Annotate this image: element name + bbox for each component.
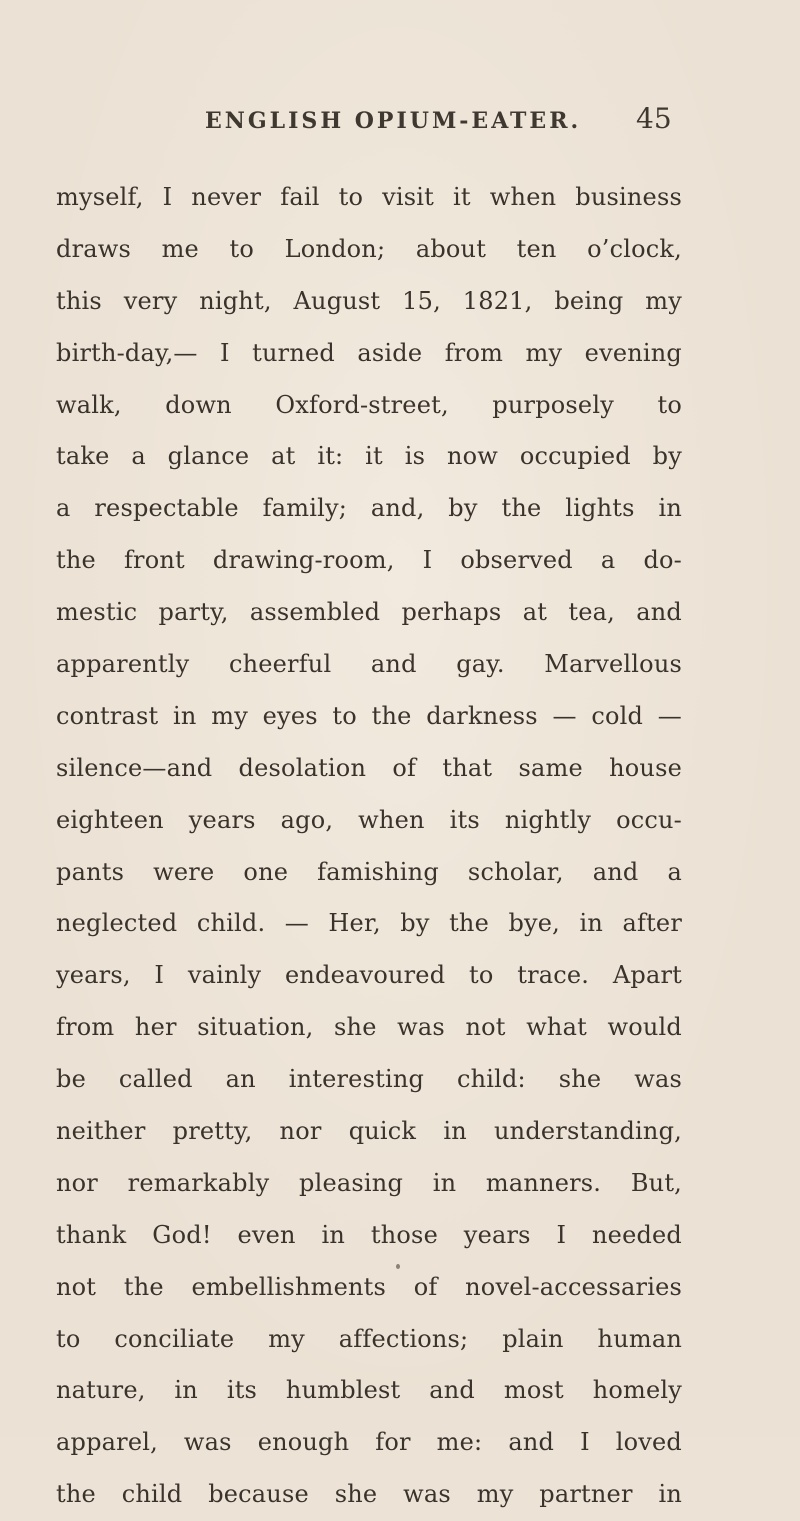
text-line: years, I vainly endeavoured to trace. Apart (56, 961, 682, 990)
text-line: to conciliate my affections; plain human (56, 1324, 682, 1353)
text-line: eighteen years ago, when its nightly occu- (56, 805, 682, 834)
text-line: silence—and desolation of that same house (56, 753, 682, 782)
text-line: be called an interesting child: she was (56, 1065, 682, 1094)
text-line: a respectable family; and, by the lights in (56, 494, 682, 523)
text-line: mestic party, assembled perhaps at tea, and (56, 598, 682, 627)
text-line: neither pretty, nor quick in understanding, (56, 1117, 682, 1146)
text-line: from her situation, she was not what would (56, 1013, 682, 1042)
text-line: take a glance at it: it is now occupied by (56, 442, 682, 471)
text-line: thank God! even in those years I needed (56, 1220, 682, 1249)
text-line: neglected child. — Her, by the bye, in after (56, 909, 682, 938)
text-line: birth-day,— I turned aside from my evening (56, 338, 682, 367)
text-line: nor remarkably pleasing in manners. But, (56, 1168, 682, 1197)
text-line: the front drawing-room, I observed a do- (56, 546, 682, 575)
text-line: contrast in my eyes to the darkness — cold — (56, 701, 682, 730)
text-line: this very night, August 15, 1821, being my (56, 286, 682, 315)
text-line: nature, in its humblest and most homely (56, 1376, 682, 1405)
text-line: draws me to London; about ten o’clock, (56, 234, 682, 263)
text-line: not the embellishments of novel-accessaries (56, 1272, 682, 1301)
text-line: apparel, was enough for me: and I loved (56, 1428, 682, 1457)
text-line: pants were one famishing scholar, and a (56, 857, 682, 886)
body-text (56, 172, 682, 1521)
running-title: ENGLISH OPIUM-EATER. (205, 108, 582, 134)
text-line: the child because she was my partner in (56, 1480, 682, 1509)
text-line: apparently cheerful and gay. Marvellous (56, 650, 682, 679)
running-head (0, 100, 800, 140)
text-line: walk, down Oxford-street, purposely to (56, 390, 682, 419)
text-line: myself, I never fail to visit it when business (56, 183, 682, 211)
page-number: 45 (636, 102, 672, 135)
ink-speck (396, 1264, 400, 1269)
